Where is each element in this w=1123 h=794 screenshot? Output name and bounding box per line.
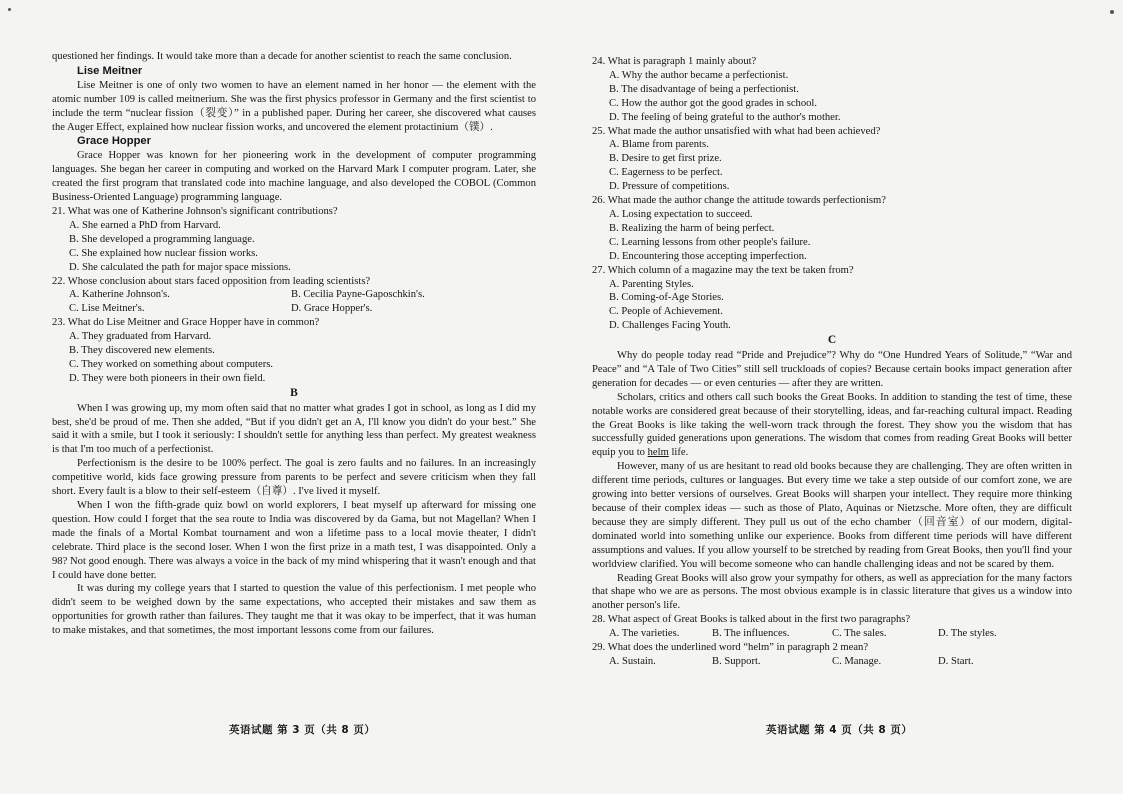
option: A. She earned a PhD from Harvard.	[69, 219, 221, 231]
option: A. Katherine Johnson's.	[69, 289, 170, 301]
section-label-c: C	[827, 334, 837, 347]
option: B. The influences.	[712, 628, 790, 640]
option: C. Eagerness to be perfect.	[609, 167, 723, 179]
scan-speck	[1110, 10, 1114, 14]
option-row	[592, 627, 1072, 641]
question-22: 22. Whose conclusion about stars faced opposition from leading scientists?	[52, 275, 371, 287]
option: B. Cecilia Payne-Gaposchkin's.	[291, 289, 425, 301]
question-25: 25. What made the author unsatisfied with what had been achieved?	[592, 125, 881, 137]
question-27: 27. Which column of a magazine may the text be taken from?	[592, 264, 854, 276]
passage-paragraph: Grace Hopper was known for her pioneering work in the development of computer programming languages. She began her career in computing and worked on the Harvard Mark I computer program. Later, she created the first program that translated code into machine language, and also developed the COBOL (Common Business-Oriented Language) programming language.	[52, 150, 536, 204]
paragraph-text: Scholars, critics and others call such books the Great Books. In addition to standing the test of time, these notable works are considered great because of their storytelling, ideas, and far-reaching cultural impact. Reading the Great Books is like taking the well-worn track through the forest. They show you the wisdom that has successfully guided generations upon generations. The wisdom that comes from reading Great Books will better equip you to	[592, 391, 1072, 459]
option: A. Blame from parents.	[609, 139, 709, 151]
option-row	[592, 655, 1072, 669]
question-23: 23. What do Lise Meitner and Grace Hopper have in common?	[52, 317, 320, 329]
option: C. Manage.	[832, 655, 882, 667]
page-footer-right: 英语试题 第 4 页（共 8 页）	[766, 724, 913, 736]
option: C. Lise Meitner's.	[69, 303, 145, 315]
option: A. The varieties.	[609, 628, 680, 640]
passage-paragraph: When I won the fifth-grade quiz bowl on world explorers, I beat myself up afterward for missing one question. How could I forget that the sea route to India was discovered by da Gama, but not Magellan? When I made the finals of a Mortal Kombat tournament and won a lifetime pass to a local movie theater, I didn't celebrate. Third place is the second loser. When I won the first prize in a math test, I was disappointed. Only a 98? Not good enough. There was always a voice in the back of my mind whispering that it wasn't enough and that I could have done better.	[52, 500, 536, 581]
paragraph-text: life.	[668, 447, 689, 459]
section-heading-meitner: Lise Meitner	[77, 64, 143, 77]
option-row	[52, 302, 536, 316]
option: B. Support.	[712, 655, 761, 667]
option: D. Grace Hopper's.	[291, 303, 373, 315]
question-26: 26. What made the author change the attitude towards perfectionism?	[592, 195, 886, 207]
section-label-b: B	[290, 386, 298, 399]
option: D. Start.	[938, 655, 974, 667]
question-29: 29. What does the underlined word “helm” in paragraph 2 mean?	[592, 642, 869, 654]
option: C. They worked on something about computers.	[69, 358, 273, 370]
option: D. Encountering those accepting imperfection.	[609, 250, 807, 262]
option: D. The feeling of being grateful to the author's mother.	[609, 111, 841, 123]
option: C. How the author got the good grades in school.	[609, 97, 818, 109]
passage-paragraph: Lise Meitner is one of only two women to have an element named in her honor — the element with the atomic number 109 is called meitnerium. She was the first physics professor in Germany and the first scientist to include the term “nuclear fission（裂变）” in a published paper. During her career, she discovered what causes the Auger Effect, explained how nuclear fission works, and uncovered the element protactinium（镤）.	[52, 79, 536, 133]
option: C. She explained how nuclear fission works.	[69, 247, 258, 259]
option: A. They graduated from Harvard.	[69, 331, 212, 343]
left-page	[52, 50, 536, 638]
underlined-word-helm: helm	[647, 447, 669, 459]
option: D. Challenges Facing Youth.	[609, 320, 731, 332]
passage-paragraph: questioned her findings. It would take more than a decade for another scientist to reach the same conclusion.	[52, 51, 512, 62]
passage-paragraph: However, many of us are hesitant to read old books because they are challenging. They are often written in different time periods, cultures or languages. But every time we take a step outside of our comfort zone, we are growing into better versions of ourselves. Great Books will sharpen your intellect. They require more thinking because of their complex ideas — such as those of Plato, Aquinas or Nietzsche. More often, they are difficult because they are simply different. They pull us out of the echo chamber（回音室）of our modern, digital-dominated world into something unlike our experience. Books from different time periods will have different assumptions and values. If you allow yourself to be stretched by reading from Great Books, then you'll find your worldview clarified. You will become someone who can handle challenging ideas and not be scared by them.	[592, 461, 1072, 570]
question-21: 21. What was one of Katherine Johnson's significant contributions?	[52, 205, 338, 217]
scan-speck	[8, 8, 11, 11]
question-28: 28. What aspect of Great Books is talked about in the first two paragraphs?	[592, 614, 911, 626]
option: B. The disadvantage of being a perfectionist.	[609, 83, 799, 95]
option: A. Losing expectation to succeed.	[609, 208, 753, 220]
option: B. Realizing the harm of being perfect.	[609, 222, 775, 234]
option: D. She calculated the path for major space missions.	[69, 261, 291, 273]
passage-paragraph: Reading Great Books will also grow your sympathy for others, as well as appreciation for the many factors that shape who we are as persons. The most obvious example is in classic literature that gives us a window into another person's life.	[592, 572, 1072, 612]
option: B. They discovered new elements.	[69, 345, 215, 357]
option: A. Parenting Styles.	[609, 278, 694, 290]
option: B. Coming-of-Age Stories.	[609, 292, 724, 304]
right-page	[592, 55, 1072, 669]
passage-paragraph: Perfectionism is the desire to be 100% perfect. The goal is zero faults and no failures. In an increasingly competitive world, kids face growing pressure from parents to be perfect and severe criticism when they fall short. Every fault is a blow to their self-esteem（自尊）. I've lived it myself.	[52, 458, 536, 498]
option-row	[52, 288, 536, 302]
option: A. Why the author became a perfectionist.	[609, 69, 789, 81]
option: A. Sustain.	[609, 655, 656, 667]
question-24: 24. What is paragraph 1 mainly about?	[592, 56, 757, 67]
passage-paragraph: Why do people today read “Pride and Prejudice”? Why do “One Hundred Years of Solitude,” “War and Peace” and “A Tale of Two Cities” still sell truckloads of copies? Because certain books impact generation after generation for decades — or even centuries — after they are written.	[592, 350, 1072, 389]
option: C. The sales.	[832, 628, 887, 640]
section-heading-hopper: Grace Hopper	[77, 135, 151, 148]
option: B. She developed a programming language.	[69, 233, 255, 245]
option: D. They were both pioneers in their own field.	[69, 372, 266, 384]
page-footer-left: 英语试题 第 3 页（共 8 页）	[229, 724, 376, 736]
passage-paragraph	[592, 391, 1072, 461]
passage-paragraph: It was during my college years that I started to question the value of this perfectionism. I met people who didn't seem to be weighed down by the same expectations, who accepted their mistakes and saw them as opportunities for growth rather than failures. They taught me that it was okay to be imperfect, that it was human to make mistakes, and that sometimes, the most important lessons come from our failures.	[52, 583, 536, 637]
passage-paragraph: When I was growing up, my mom often said that no matter what grades I got in school, as long as I did my best, she'd be proud of me. Then she added, “But if you didn't get an A, I'll know you didn't do your best.” She said it with a smile, but I took it seriously: I shouldn't settle for anything less than perfect. My greatest weakness is that I'm too much of a perfectionist.	[52, 402, 536, 456]
option: D. The styles.	[938, 628, 997, 640]
option: C. People of Achievement.	[609, 306, 723, 318]
option: D. Pressure of competitions.	[609, 181, 730, 193]
option: C. Learning lessons from other people's failure.	[609, 236, 811, 248]
option: B. Desire to get first prize.	[609, 153, 722, 165]
